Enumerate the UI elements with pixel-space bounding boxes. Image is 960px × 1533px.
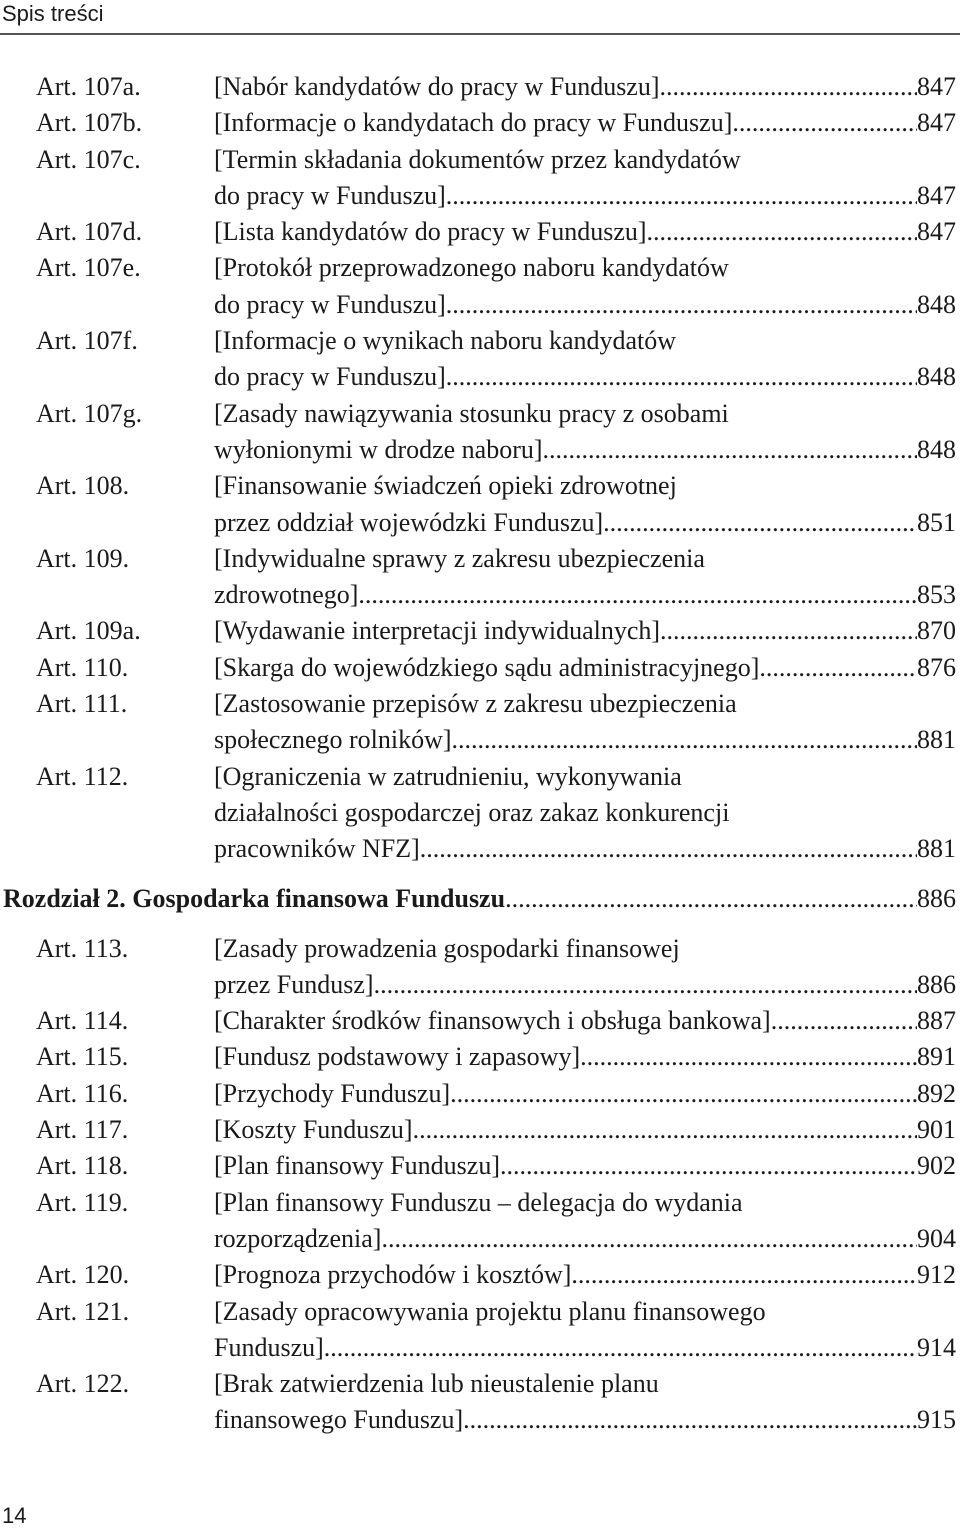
toc-entry[interactable] (0, 1366, 960, 1439)
toc-entry[interactable] (0, 1003, 960, 1039)
entry-title (214, 396, 956, 469)
toc-entry[interactable] (0, 214, 960, 250)
entry-page-number: 891 (917, 1042, 956, 1072)
entry-title (214, 323, 956, 396)
entry-title (214, 1003, 956, 1039)
article-number: Art. 112. (36, 761, 129, 791)
article-number: Art. 107f. (36, 326, 138, 356)
entry-page-number: 904 (917, 1223, 956, 1253)
article-number: Art. 107c. (36, 144, 141, 174)
toc-entry[interactable] (0, 650, 960, 686)
entry-title (214, 1294, 956, 1367)
toc-entry[interactable] (0, 759, 960, 868)
entry-page-number: 848 (917, 434, 956, 464)
entry-title-text: zdrowotnego] (214, 580, 359, 610)
entry-title (214, 142, 956, 215)
toc-entry[interactable] (0, 1039, 960, 1075)
dot-leader (374, 967, 917, 1003)
entry-title-line (214, 468, 956, 504)
entry-title-line (214, 795, 956, 831)
entry-page-number: 915 (917, 1405, 956, 1435)
running-header (0, 0, 960, 35)
dot-leader (450, 1076, 917, 1112)
toc-entry[interactable] (0, 686, 960, 759)
article-number: Art. 111. (36, 689, 128, 719)
dot-leader (381, 1221, 917, 1257)
dot-leader (580, 1039, 917, 1075)
entry-title-line (214, 1148, 956, 1184)
entry-title-line (214, 359, 956, 395)
entry-title (214, 541, 956, 614)
toc-entry[interactable] (0, 1294, 960, 1367)
entry-title-line (214, 686, 956, 722)
entry-title-line (214, 577, 956, 613)
entry-title-text: [Lista kandydatów do pracy w Funduszu] (214, 217, 647, 247)
entry-title-text: [Ograniczenia w zatrudnieniu, wykonywania (214, 761, 682, 791)
dot-leader (732, 105, 917, 141)
article-number: Art. 109a. (36, 616, 141, 646)
toc-entry[interactable] (0, 69, 960, 105)
article-number: Art. 122. (36, 1369, 130, 1399)
dot-leader (358, 577, 917, 613)
entry-page-number: 848 (917, 362, 956, 392)
entry-title (214, 1185, 956, 1258)
toc-entry[interactable] (0, 105, 960, 141)
entry-title-line (214, 69, 956, 105)
dot-leader (324, 1330, 917, 1366)
article-number: Art. 108. (36, 471, 130, 501)
entry-title (214, 214, 956, 250)
entry-page-number: 886 (917, 969, 956, 999)
entry-page-number: 847 (917, 72, 956, 101)
entry-title-text: [Koszty Funduszu] (214, 1115, 413, 1145)
entry-title-text: [Informacje o kandydatach do pracy w Funduszu] (214, 108, 733, 138)
entry-title-line (214, 505, 956, 541)
entry-title-text: [Nabór kandydatów do pracy w Funduszu] (214, 72, 660, 101)
entry-title (214, 1112, 956, 1148)
entry-title (214, 1257, 956, 1293)
entry-title-line (214, 105, 956, 141)
entry-title-text: przez oddział wojewódzki Funduszu] (214, 507, 604, 537)
entry-title-line (214, 613, 956, 649)
dot-leader (446, 287, 917, 323)
entry-title-line (214, 967, 956, 1003)
dot-leader (505, 881, 917, 917)
entry-title-line (214, 1112, 956, 1148)
entry-title-text: [Plan finansowy Funduszu – delegacja do wydania (214, 1187, 743, 1217)
entry-title-line (214, 432, 956, 468)
article-number: Art. 107b. (36, 108, 143, 138)
entry-title-line (214, 142, 956, 178)
entry-title-line (214, 396, 956, 432)
article-number: Art. 107d. (36, 217, 143, 247)
article-number: Art. 107a. (36, 72, 141, 101)
dot-leader (413, 1112, 917, 1148)
entry-title (214, 1039, 956, 1075)
article-number: Art. 120. (36, 1260, 130, 1290)
entry-title-line (214, 541, 956, 577)
dot-leader (500, 1148, 917, 1184)
entry-title-text: do pracy w Funduszu] (214, 362, 446, 392)
toc-entry[interactable] (0, 1257, 960, 1293)
entry-page-number: 901 (917, 1115, 956, 1145)
entry-title-text: rozporządzenia] (214, 1223, 382, 1253)
toc-entry[interactable] (0, 323, 960, 396)
article-number: Art. 107e. (36, 253, 141, 283)
entry-page-number: 881 (917, 725, 956, 755)
entry-title-text: [Protokół przeprowadzonego naboru kandydatów (214, 253, 729, 283)
entry-title-text: [Brak zatwierdzenia lub nieustalenie planu (214, 1369, 659, 1399)
entry-title-text: [Zasady nawiązywania stosunku pracy z osobami (214, 398, 729, 428)
entry-title (214, 1366, 956, 1439)
entry-title (214, 105, 956, 141)
entry-title-text: [Informacje o wynikach naboru kandydatów (214, 326, 677, 356)
entry-title-text: [Finansowanie świadczeń opieki zdrowotnej (214, 471, 677, 501)
entry-page-number: 851 (917, 507, 956, 537)
entry-page-number: 876 (917, 652, 956, 682)
chapter-heading[interactable] (0, 881, 956, 917)
dot-leader (771, 1003, 917, 1039)
toc-entry[interactable] (0, 396, 960, 469)
entry-title-text: [Plan finansowy Funduszu] (214, 1151, 500, 1181)
article-number: Art. 110. (36, 652, 129, 682)
entry-title-line (214, 831, 956, 867)
entry-title-line (214, 1330, 956, 1366)
entry-title-line (214, 1221, 956, 1257)
entry-page-number: 847 (917, 108, 956, 138)
toc-entry[interactable] (0, 1112, 960, 1148)
entry-title-text: społecznego rolników] (214, 725, 452, 755)
entry-title-line (214, 1402, 956, 1438)
entry-title-line (214, 650, 956, 686)
entry-title-text: [Skarga do wojewódzkiego sądu administracyjnego] (214, 652, 760, 682)
toc-entry[interactable] (0, 1076, 960, 1112)
entry-page-number: 853 (917, 580, 956, 610)
entry-page-number: 902 (917, 1151, 956, 1181)
entry-title-line (214, 1185, 956, 1221)
entry-title-line (214, 931, 956, 967)
entry-title-text: [Fundusz podstawowy i zapasowy] (214, 1042, 581, 1072)
entry-title-line (214, 759, 956, 795)
entry-title-line (214, 250, 956, 286)
article-number: Art. 119. (36, 1187, 129, 1217)
dot-leader (543, 432, 917, 468)
entry-title-text: [Zasady prowadzenia gospodarki finansowej (214, 933, 680, 963)
entry-title-line (214, 1076, 956, 1112)
toc-entry[interactable] (0, 142, 960, 215)
entry-title-line (214, 287, 956, 323)
entry-title-line (214, 1003, 956, 1039)
entry-title-text: [Prognoza przychodów i kosztów] (214, 1260, 572, 1290)
entry-page-number: 870 (917, 616, 956, 646)
entry-title-line (214, 178, 956, 214)
dot-leader (452, 722, 917, 758)
toc-entry[interactable] (0, 931, 960, 1004)
entry-title-line (214, 1294, 956, 1330)
entry-title (214, 69, 956, 105)
entry-title-text: działalności gospodarczej oraz zakaz konkurencji (214, 797, 730, 827)
entry-title (214, 468, 956, 541)
entry-title (214, 1076, 956, 1112)
toc-group-articles-113-122 (0, 931, 960, 1439)
dot-leader (660, 613, 917, 649)
dot-leader (759, 650, 917, 686)
entry-title-text: [Przychody Funduszu] (214, 1078, 451, 1108)
entry-title-text: [Zastosowanie przepisów z zakresu ubezpieczenia (214, 689, 737, 719)
entry-page-number: 914 (917, 1332, 956, 1362)
article-number: Art. 114. (36, 1006, 129, 1036)
dot-leader (603, 505, 917, 541)
entry-title (214, 931, 956, 1004)
toc-entry[interactable] (0, 1185, 960, 1258)
entry-title-text: przez Fundusz] (214, 969, 374, 999)
entry-title-text: [Indywidualne sprawy z zakresu ubezpieczenia (214, 543, 705, 573)
toc-entry[interactable] (0, 541, 960, 614)
entry-title-text: wyłonionymi w drodze naboru] (214, 434, 543, 464)
entry-title-line (214, 1257, 956, 1293)
entry-title-line (214, 323, 956, 359)
entry-title-line (214, 722, 956, 758)
entry-page-number: 881 (917, 834, 956, 864)
header-title: Spis treści (2, 1, 104, 26)
article-number: Art. 116. (36, 1078, 129, 1108)
toc-entry[interactable] (0, 250, 960, 323)
entry-page-number: 887 (917, 1006, 956, 1036)
dot-leader (446, 178, 917, 214)
entry-title-line (214, 1366, 956, 1402)
entry-title-text: [Wydawanie interpretacji indywidualnych] (214, 616, 661, 646)
entry-title-text: [Charakter środków finansowych i obsługa bankowa] (214, 1006, 771, 1036)
entry-title-text: pracowników NFZ] (214, 834, 420, 864)
dot-leader (463, 1402, 917, 1438)
toc-entry[interactable] (0, 468, 960, 541)
chapter-title: Rozdział 2. Gospodarka finansowa Funduszu (3, 883, 506, 913)
entry-title-text: do pracy w Funduszu] (214, 289, 446, 319)
entry-title (214, 613, 956, 649)
dot-leader (571, 1257, 917, 1293)
dot-leader (647, 214, 917, 250)
entry-title-text: [Termin składania dokumentów przez kandydatów (214, 144, 741, 174)
entry-title (214, 686, 956, 759)
toc-entry[interactable] (0, 1148, 960, 1184)
entry-title-line (214, 1039, 956, 1075)
article-number: Art. 118. (36, 1151, 129, 1181)
entry-title (214, 1148, 956, 1184)
article-number: Art. 107g. (36, 398, 143, 428)
entry-page-number: 848 (917, 289, 956, 319)
entry-page-number: 892 (917, 1078, 956, 1108)
entry-page-number: 847 (917, 180, 956, 210)
entry-title-text: Funduszu] (214, 1332, 324, 1362)
entry-page-number: 847 (917, 217, 956, 247)
dot-leader (420, 831, 917, 867)
article-number: Art. 113. (36, 933, 129, 963)
toc-group-articles-107-112 (0, 69, 960, 868)
article-number: Art. 115. (36, 1042, 129, 1072)
entry-title (214, 650, 956, 686)
entry-title-text: finansowego Funduszu] (214, 1405, 464, 1435)
article-number: Art. 117. (36, 1115, 129, 1145)
entry-title (214, 759, 956, 868)
entry-page-number: 912 (917, 1260, 956, 1290)
dot-leader (660, 69, 917, 105)
toc-entry[interactable] (0, 613, 960, 649)
article-number: Art. 121. (36, 1296, 130, 1326)
entry-title-text: do pracy w Funduszu] (214, 180, 446, 210)
dot-leader (446, 359, 917, 395)
table-of-contents (0, 69, 960, 1439)
page-number: 14 (2, 1503, 27, 1528)
entry-title (214, 250, 956, 323)
chapter-page-number: 886 (917, 883, 956, 913)
article-number: Art. 109. (36, 543, 130, 573)
entry-title-line (214, 214, 956, 250)
entry-title-text: [Zasady opracowywania projektu planu finansowego (214, 1296, 766, 1326)
